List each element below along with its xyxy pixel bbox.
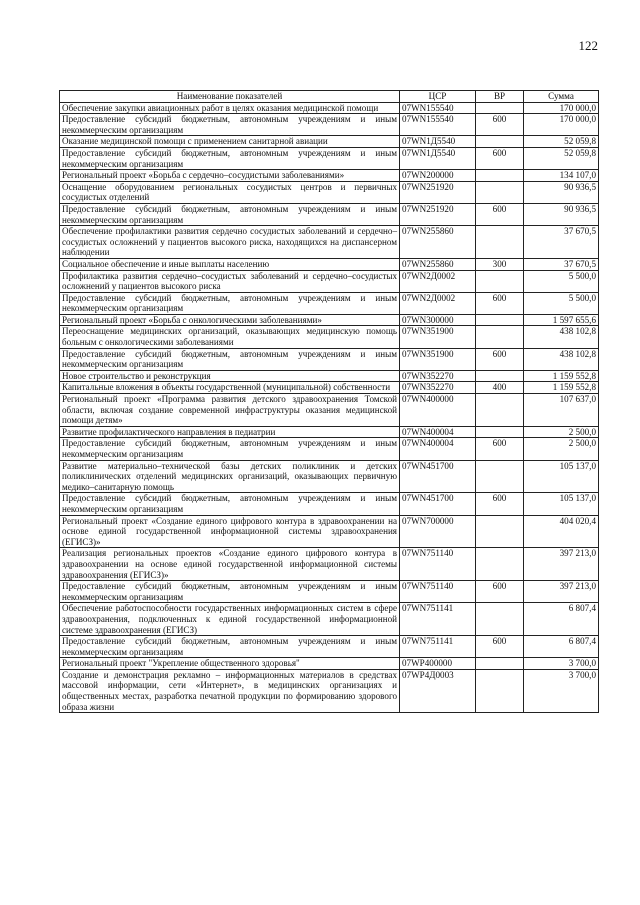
row-sum-cell: 37 670,5 xyxy=(524,226,599,259)
row-vr-cell xyxy=(476,181,524,203)
row-sum-cell: 90 936,5 xyxy=(524,203,599,225)
table-row xyxy=(60,603,599,636)
table-row xyxy=(60,348,599,370)
row-sum-cell: 6 807,4 xyxy=(524,636,599,658)
table-row xyxy=(60,426,599,438)
table-row xyxy=(60,102,599,114)
row-name-cell: Предоставление субсидий бюджетным, автономным учреждениям и иным некоммерческим организациям xyxy=(60,292,400,314)
table-row xyxy=(60,581,599,603)
table-row xyxy=(60,493,599,515)
row-sum-cell: 105 137,0 xyxy=(524,493,599,515)
row-sum-cell: 438 102,8 xyxy=(524,326,599,348)
row-name-cell: Предоставление субсидий бюджетным, автономным учреждениям и иным некоммерческим организациям xyxy=(60,493,400,515)
row-sum-cell: 5 500,0 xyxy=(524,292,599,314)
row-sum-cell: 397 213,0 xyxy=(524,548,599,581)
row-csr-cell: 07WN200000 xyxy=(400,170,476,182)
header-csr: ЦСР xyxy=(400,91,476,103)
row-name-cell: Реализация региональных проектов «Создание единого цифрового контура в здравоохранении на основе единой государственной информационной системы здравоохранения (ЕГИСЗ)» xyxy=(60,548,400,581)
row-csr-cell: 07WN352270 xyxy=(400,370,476,382)
table-row xyxy=(60,203,599,225)
row-vr-cell xyxy=(476,226,524,259)
row-name-cell: Переоснащение медицинских организаций, оказывающих медицинскую помощь больным с онкологическими заболеваниями xyxy=(60,326,400,348)
table-row xyxy=(60,515,599,548)
row-sum-cell: 37 670,5 xyxy=(524,258,599,270)
row-sum-cell: 1 597 655,6 xyxy=(524,314,599,326)
row-vr-cell: 300 xyxy=(476,258,524,270)
row-csr-cell: 07WP4Д0003 xyxy=(400,669,476,712)
table-row xyxy=(60,136,599,148)
row-vr-cell xyxy=(476,370,524,382)
row-sum-cell: 170 000,0 xyxy=(524,102,599,114)
row-csr-cell: 07WN251920 xyxy=(400,181,476,203)
row-name-cell: Обеспечение закупки авиационных работ в целях оказания медицинской помощи xyxy=(60,102,400,114)
header-vr: ВР xyxy=(476,91,524,103)
table-row xyxy=(60,181,599,203)
row-name-cell: Создание и демонстрация рекламно – информационных материалов в средствах массовой информации, сети «Интернет», в медицинских организациях и общественных местах, разработка печатной продукции по формированию здорового образа жизни xyxy=(60,669,400,712)
table-row xyxy=(60,226,599,259)
row-sum-cell: 6 807,4 xyxy=(524,603,599,636)
row-name-cell: Развитие материально–технической базы детских поликлиник и детских поликлинических отделений медицинских организаций, оказывающих первичную медико–санитарную помощь xyxy=(60,460,400,493)
row-vr-cell xyxy=(476,426,524,438)
row-csr-cell: 07WP400000 xyxy=(400,658,476,670)
row-vr-cell: 600 xyxy=(476,114,524,136)
row-sum-cell: 5 500,0 xyxy=(524,270,599,292)
row-csr-cell: 07WN751141 xyxy=(400,603,476,636)
row-csr-cell: 07WN300000 xyxy=(400,314,476,326)
row-vr-cell xyxy=(476,460,524,493)
table-row xyxy=(60,394,599,427)
row-sum-cell: 107 637,0 xyxy=(524,394,599,427)
row-vr-cell xyxy=(476,603,524,636)
row-sum-cell: 170 000,0 xyxy=(524,114,599,136)
table-row xyxy=(60,270,599,292)
row-name-cell: Оснащение оборудованием региональных сосудистых центров и первичных сосудистых отделений xyxy=(60,181,400,203)
row-csr-cell: 07WN351900 xyxy=(400,326,476,348)
row-name-cell: Профилактика развития сердечно–сосудистых заболеваний и сердечно–сосудистых осложнений у пациентов высокого риска xyxy=(60,270,400,292)
row-sum-cell: 1 159 552,8 xyxy=(524,382,599,394)
table-row xyxy=(60,669,599,712)
row-vr-cell xyxy=(476,548,524,581)
page-number: 122 xyxy=(578,38,598,53)
row-csr-cell: 07WN700000 xyxy=(400,515,476,548)
row-csr-cell: 07WN251920 xyxy=(400,203,476,225)
row-csr-cell: 07WN751141 xyxy=(400,636,476,658)
row-name-cell: Региональный проект «Борьба с онкологическими заболеваниями» xyxy=(60,314,400,326)
row-name-cell: Обеспечение работоспособности государственных информационных систем в сфере здравоохранения, подключенных к единой государственной информационной системе здравоохранения (ЕГИСЗ) xyxy=(60,603,400,636)
row-name-cell: Обеспечение профилактики развития сердечно сосудистых заболеваний и сердечно–сосудистых осложнений у пациентов высокого риска, находящихся на диспансерном наблюдении xyxy=(60,226,400,259)
table-row xyxy=(60,292,599,314)
row-name-cell: Развитие профилактического направления в педиатрии xyxy=(60,426,400,438)
row-name-cell: Предоставление субсидий бюджетным, автономным учреждениям и иным некоммерческим организациям xyxy=(60,348,400,370)
row-vr-cell xyxy=(476,270,524,292)
row-name-cell: Региональный проект «Программа развития детского здравоохранения Томской области, включая создание современной инфраструктуры оказания медицинской помощи детям» xyxy=(60,394,400,427)
row-vr-cell xyxy=(476,669,524,712)
row-csr-cell: 07WN400000 xyxy=(400,394,476,427)
table-header-row xyxy=(60,91,599,103)
header-name: Наименование показателей xyxy=(60,91,400,103)
table-row xyxy=(60,438,599,460)
row-name-cell: Предоставление субсидий бюджетным, автономным учреждениям и иным некоммерческим организациям xyxy=(60,636,400,658)
row-sum-cell: 397 213,0 xyxy=(524,581,599,603)
table-row xyxy=(60,382,599,394)
row-vr-cell xyxy=(476,102,524,114)
row-csr-cell: 07WN400004 xyxy=(400,438,476,460)
row-sum-cell: 3 700,0 xyxy=(524,669,599,712)
table-row xyxy=(60,314,599,326)
table-body xyxy=(60,102,599,713)
row-vr-cell: 600 xyxy=(476,438,524,460)
row-vr-cell: 600 xyxy=(476,292,524,314)
row-name-cell: Новое строительство и реконструкция xyxy=(60,370,400,382)
row-name-cell: Региональный проект «Борьба с сердечно–сосудистыми заболеваниями» xyxy=(60,170,400,182)
table-row xyxy=(60,370,599,382)
row-csr-cell: 07WN255860 xyxy=(400,226,476,259)
row-sum-cell: 2 500,0 xyxy=(524,438,599,460)
row-name-cell: Капитальные вложения в объекты государственной (муниципальной) собственности xyxy=(60,382,400,394)
row-vr-cell: 600 xyxy=(476,203,524,225)
row-vr-cell xyxy=(476,515,524,548)
row-name-cell: Предоставление субсидий бюджетным, автономным учреждениям и иным некоммерческим организациям xyxy=(60,203,400,225)
row-csr-cell: 07WN751140 xyxy=(400,581,476,603)
row-vr-cell xyxy=(476,136,524,148)
row-csr-cell: 07WN155540 xyxy=(400,114,476,136)
row-vr-cell: 600 xyxy=(476,493,524,515)
row-sum-cell: 3 700,0 xyxy=(524,658,599,670)
table-row xyxy=(60,658,599,670)
row-name-cell: Социальное обеспечение и иные выплаты населению xyxy=(60,258,400,270)
row-sum-cell: 105 137,0 xyxy=(524,460,599,493)
row-csr-cell: 07WN451700 xyxy=(400,460,476,493)
row-csr-cell: 07WN751140 xyxy=(400,548,476,581)
row-name-cell: Предоставление субсидий бюджетным, автономным учреждениям и иным некоммерческим организациям xyxy=(60,438,400,460)
row-csr-cell: 07WN255860 xyxy=(400,258,476,270)
table-row xyxy=(60,326,599,348)
row-sum-cell: 90 936,5 xyxy=(524,181,599,203)
table-row xyxy=(60,636,599,658)
row-csr-cell: 07WN2Д0002 xyxy=(400,292,476,314)
row-sum-cell: 52 059,8 xyxy=(524,147,599,169)
row-sum-cell: 52 059,8 xyxy=(524,136,599,148)
row-sum-cell: 404 020,4 xyxy=(524,515,599,548)
row-name-cell: Предоставление субсидий бюджетным, автономным учреждениям и иным некоммерческим организациям xyxy=(60,147,400,169)
row-vr-cell xyxy=(476,314,524,326)
row-name-cell: Предоставление субсидий бюджетным, автономным учреждениям и иным некоммерческим организациям xyxy=(60,581,400,603)
row-vr-cell xyxy=(476,658,524,670)
row-vr-cell xyxy=(476,326,524,348)
row-csr-cell: 07WN351900 xyxy=(400,348,476,370)
row-csr-cell: 07WN451700 xyxy=(400,493,476,515)
row-csr-cell: 07WN1Д5540 xyxy=(400,147,476,169)
row-csr-cell: 07WN1Д5540 xyxy=(400,136,476,148)
row-csr-cell: 07WN2Д0002 xyxy=(400,270,476,292)
row-csr-cell: 07WN400004 xyxy=(400,426,476,438)
budget-table xyxy=(59,90,599,713)
table-row xyxy=(60,460,599,493)
row-name-cell: Предоставление субсидий бюджетным, автономным учреждениям и иным некоммерческим организациям xyxy=(60,114,400,136)
row-sum-cell: 2 500,0 xyxy=(524,426,599,438)
table-row xyxy=(60,147,599,169)
row-vr-cell xyxy=(476,394,524,427)
row-csr-cell: 07WN155540 xyxy=(400,102,476,114)
table-row xyxy=(60,548,599,581)
table-row xyxy=(60,258,599,270)
row-vr-cell: 400 xyxy=(476,382,524,394)
row-sum-cell: 134 107,0 xyxy=(524,170,599,182)
row-sum-cell: 438 102,8 xyxy=(524,348,599,370)
row-vr-cell xyxy=(476,170,524,182)
header-sum: Сумма xyxy=(524,91,599,103)
row-vr-cell: 600 xyxy=(476,348,524,370)
table-row xyxy=(60,114,599,136)
row-name-cell: Оказание медицинской помощи с применением санитарной авиации xyxy=(60,136,400,148)
row-vr-cell: 600 xyxy=(476,581,524,603)
row-name-cell: Региональный проект "Укрепление общественного здоровья" xyxy=(60,658,400,670)
row-sum-cell: 1 159 552,8 xyxy=(524,370,599,382)
row-vr-cell: 600 xyxy=(476,147,524,169)
row-csr-cell: 07WN352270 xyxy=(400,382,476,394)
row-name-cell: Региональный проект «Создание единого цифрового контура в здравоохранении на основе единой государственной информационной системы здравоохранения (ЕГИСЗ)» xyxy=(60,515,400,548)
row-vr-cell: 600 xyxy=(476,636,524,658)
table-row xyxy=(60,170,599,182)
